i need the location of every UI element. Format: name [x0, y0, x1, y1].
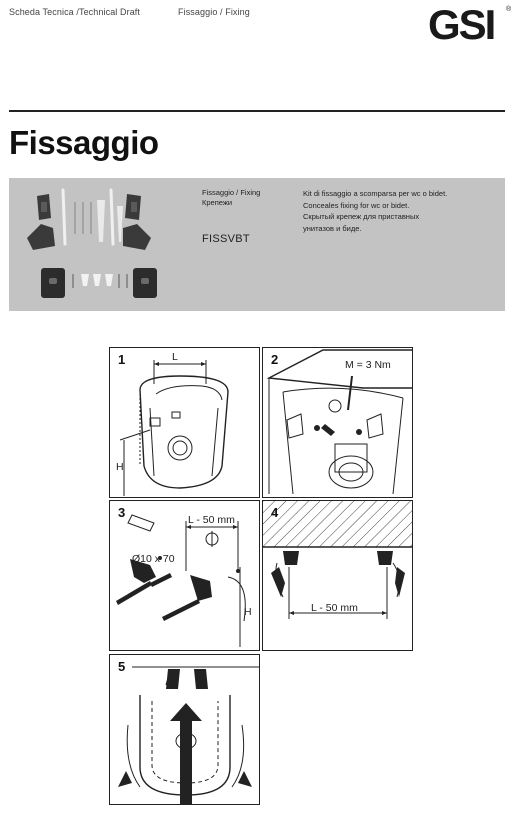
step-number: 2 — [271, 352, 279, 367]
torque-label: M = 3 Nm — [345, 359, 391, 371]
dimension-label-l-50: L - 50 mm — [311, 602, 358, 614]
step-number: 3 — [118, 505, 126, 520]
header-divider — [9, 110, 505, 112]
step-5-drawing — [110, 655, 260, 805]
step-number: 4 — [271, 505, 279, 520]
step-number: 1 — [118, 352, 126, 367]
step-4-drawing — [263, 501, 413, 651]
step-3-drawing — [110, 501, 260, 651]
dimension-label-l: L — [172, 351, 178, 363]
step-1-panel — [109, 347, 260, 498]
section-label: Fissaggio / Fixing — [178, 7, 250, 17]
registered-mark: ® — [506, 6, 512, 13]
brand-logo: GSI — [428, 1, 495, 48]
step-number: 5 — [118, 659, 126, 674]
description-line: Conceales fixing for wc or bidet. — [303, 200, 410, 210]
product-description — [303, 188, 447, 235]
step-5-panel — [109, 654, 260, 805]
product-band — [9, 178, 505, 311]
category-label-it-en: Fissaggio / Fixing — [202, 188, 261, 197]
step-2-panel — [262, 347, 413, 498]
step-1-drawing — [110, 348, 260, 498]
dimension-label-h: H — [116, 461, 124, 473]
drill-size-label: Ø10 x 70 — [132, 553, 175, 565]
product-code: FISSVBT — [202, 233, 250, 245]
dimension-label-l-50: L - 50 mm — [188, 514, 235, 526]
description-line: унитазов и биде. — [303, 223, 362, 233]
dimension-label-h: H — [244, 606, 252, 618]
page-title: Fissaggio — [9, 124, 159, 161]
fixing-kit-image — [19, 182, 157, 307]
description-line: Kit di fissaggio a scomparsa per wc o bidet. — [303, 189, 448, 198]
description-line: Скрытый крепеж для приставных — [303, 212, 420, 222]
category-label-ru: Крепежи — [202, 198, 233, 208]
doc-type-label: Scheda Tecnica /Technical Draft — [9, 7, 141, 17]
step-3-panel — [109, 500, 260, 651]
step-4-panel — [262, 500, 413, 651]
